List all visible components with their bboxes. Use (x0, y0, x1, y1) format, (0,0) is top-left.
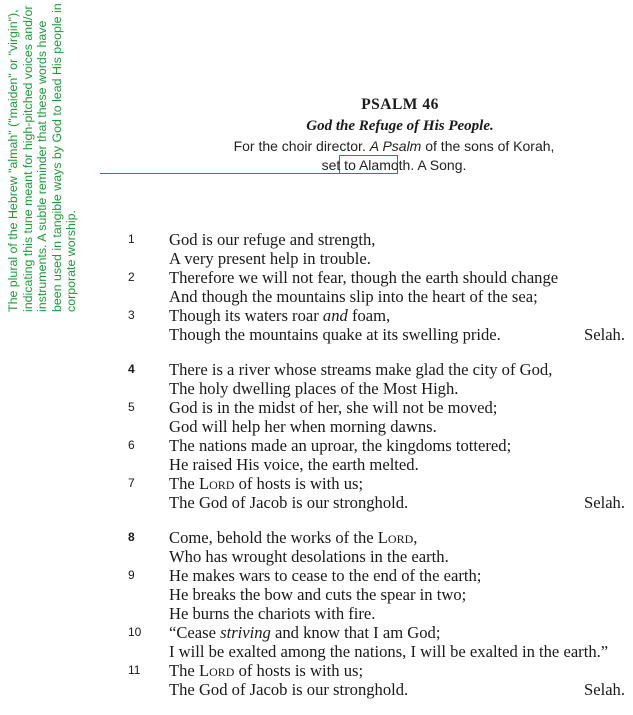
verse-line: He burns the chariots with fire. (169, 604, 376, 623)
selah-marker: Selah. (583, 325, 625, 344)
verse-line (169, 661, 633, 680)
psalm-title: PSALM 46 (361, 96, 439, 113)
verse-2 (128, 268, 633, 306)
verse-3 (128, 306, 633, 344)
superscription-line-2 (208, 156, 580, 175)
superscription-text: For the choir director. (233, 138, 370, 154)
verse-text: and know that I am God; (270, 623, 441, 642)
verse-line: A very present help in trouble. (169, 249, 371, 268)
verse-text: Though its waters roar (169, 306, 323, 325)
margin-annotation: The plural of the Hebrew "almah" ("maiden" or "virgin"), indicating this tune meant for high-pitched voices and/or instruments. A subtle reminder that these words have been used in tangible ways by God to lead His people in corporate worship. (6, 3, 78, 312)
verse-text: The (169, 661, 199, 680)
verse-divine-name: Lord (198, 474, 235, 493)
verse-text: The God of Jacob is our stronghold. (169, 680, 409, 699)
verse-line (169, 474, 633, 493)
verse-number: 2 (128, 270, 135, 284)
verse-7 (128, 474, 633, 512)
superscription-line-1 (208, 137, 580, 156)
verse-text: “Cease (169, 623, 221, 642)
verse-line: There is a river whose streams make glad the city of God, (169, 360, 553, 379)
verse-divine-name: Lord (198, 661, 235, 680)
verse-1 (128, 230, 633, 268)
verse-number: 9 (128, 568, 135, 582)
verse-line: God is our refuge and strength, (169, 230, 376, 249)
verse-divine-name: Lord (377, 528, 414, 547)
verse-line: God will help her when morning dawns. (169, 417, 437, 436)
verse-line: The nations made an uproar, the kingdoms tottered; (169, 436, 512, 455)
verse-number: 7 (128, 476, 135, 490)
verse-line: He raised His voice, the earth melted. (169, 455, 419, 474)
verse-11 (128, 661, 633, 699)
verse-italic: striving (220, 623, 271, 642)
stanza-3 (128, 528, 633, 699)
verse-line: Therefore we will not fear, though the earth should change (169, 268, 559, 287)
stanza-1 (128, 230, 633, 344)
verse-line: He makes wars to cease to the end of the earth; (169, 566, 482, 585)
verse-10 (128, 623, 633, 661)
verse-text: The God of Jacob is our stronghold. (169, 493, 409, 512)
verse-line: Who has wrought desolations in the earth. (169, 547, 449, 566)
verse-line (169, 493, 633, 512)
verse-number: 5 (128, 400, 135, 414)
selah-marker: Selah. (583, 493, 625, 512)
verse-6 (128, 436, 633, 474)
verse-italic: and (322, 306, 348, 325)
superscription-text: set to (321, 157, 359, 173)
verse-number: 8 (128, 530, 135, 544)
verse-text: of hosts is with us; (234, 474, 364, 493)
verse-text: foam, (347, 306, 391, 325)
verse-line (169, 680, 633, 699)
selah-marker: Selah. (583, 680, 625, 699)
verse-line (169, 325, 633, 344)
verse-line: God is in the midst of her, she will not be moved; (169, 398, 498, 417)
verse-number: 6 (128, 438, 135, 452)
verse-number: 10 (128, 625, 142, 639)
verse-number: 1 (128, 232, 135, 246)
alamoth-highlighted-word: Alamoth. (358, 157, 415, 173)
verse-9 (128, 566, 633, 623)
verse-text: of hosts is with us; (234, 661, 364, 680)
verse-line (169, 623, 633, 642)
verse-text: Though the mountains quake at its swelling pride. (169, 325, 501, 344)
verse-text: , (413, 528, 418, 547)
stanza-2 (128, 360, 633, 512)
verse-line: I will be exalted among the nations, I will be exalted in the earth.” (169, 642, 609, 661)
verse-number: 4 (128, 362, 135, 376)
verse-number: 11 (128, 663, 141, 677)
verse-line: The holy dwelling places of the Most High. (169, 379, 459, 398)
superscription-text: of the sons of Korah, (421, 138, 555, 154)
verse-number: 3 (128, 308, 135, 322)
verse-text: Come, behold the works of the (169, 528, 378, 547)
verse-line (169, 306, 633, 325)
verse-text: The (169, 474, 199, 493)
superscription (208, 137, 580, 175)
verse-8 (128, 528, 633, 566)
verse-4 (128, 360, 633, 398)
superscription-italic: A Psalm (369, 138, 422, 154)
verse-line: And though the mountains slip into the heart of the sea; (169, 287, 538, 306)
superscription-text: A Song. (414, 157, 467, 173)
verse-5 (128, 398, 633, 436)
psalm-body (128, 230, 633, 715)
verse-line: He breaks the bow and cuts the spear in two; (169, 585, 467, 604)
verse-line (169, 528, 633, 547)
psalm-subtitle: God the Refuge of His People. (306, 118, 494, 134)
